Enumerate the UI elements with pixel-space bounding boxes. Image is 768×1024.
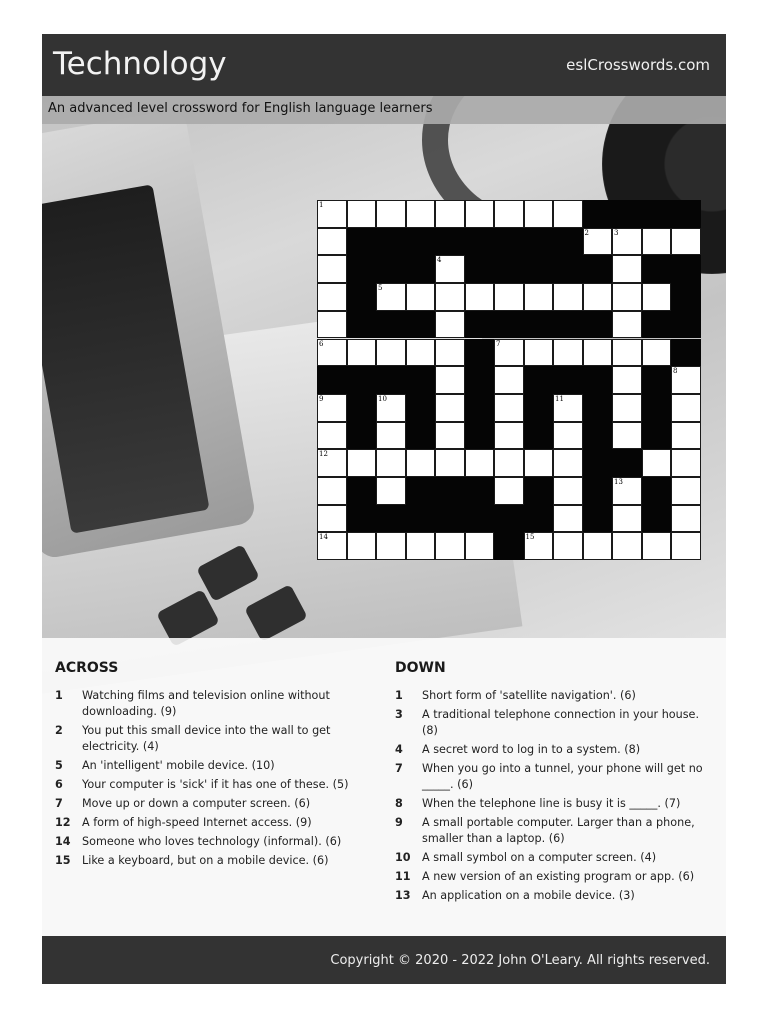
clue-item-number: 7 [395,762,403,775]
grid-cell[interactable] [612,255,642,283]
grid-cell[interactable] [524,532,554,560]
grid-block [642,477,672,505]
clue-item-number: 8 [395,797,403,810]
grid-cell[interactable] [376,532,406,560]
clue-item-text: Watching films and television online without downloading. (9) [82,689,330,718]
clue-number: 4 [437,256,442,265]
clue-item-number: 13 [395,889,411,902]
grid-cell[interactable] [494,200,524,228]
clue-item [395,850,713,866]
grid-cell[interactable] [406,200,436,228]
grid-block [376,366,406,394]
grid-cell[interactable] [671,532,701,560]
grid-cell[interactable] [671,477,701,505]
grid-cell[interactable] [524,449,554,477]
clue-item-text: Short form of 'satellite navigation'. (6) [422,689,636,702]
grid-cell[interactable] [376,339,406,367]
grid-cell[interactable] [671,228,701,256]
page-subtitle: An advanced level crossword for English language learners [48,101,433,116]
grid-cell[interactable] [465,283,495,311]
grid-cell[interactable] [347,449,377,477]
grid-block [553,311,583,339]
grid-block [465,505,495,533]
clue-item-number: 6 [55,778,63,791]
grid-cell[interactable] [376,477,406,505]
grid-cell[interactable] [347,200,377,228]
grid-block [671,283,701,311]
grid-block [347,394,377,422]
clues-panel [42,638,726,936]
grid-cell[interactable] [376,394,406,422]
clue-item [395,761,713,793]
grid-block [612,200,642,228]
clue-item-text: Like a keyboard, but on a mobile device. (6) [82,854,329,867]
grid-block [465,477,495,505]
grid-cell[interactable] [524,200,554,228]
grid-cell[interactable] [406,449,436,477]
grid-block [583,311,613,339]
grid-block [406,477,436,505]
clue-number: 13 [614,478,623,486]
down-clue-list [395,688,713,904]
clue-item-number: 4 [395,743,403,756]
grid-block [347,311,377,339]
grid-block [465,228,495,256]
clue-item-text: Move up or down a computer screen. (6) [82,797,311,810]
clue-item [55,758,355,774]
grid-block [376,311,406,339]
footer-bar [42,936,726,984]
grid-block [406,311,436,339]
grid-cell[interactable] [347,339,377,367]
clue-number: 9 [319,394,324,403]
grid-block [583,394,613,422]
down-heading: DOWN [395,660,446,676]
page-title: Technology [53,46,227,82]
grid-cell[interactable] [612,477,642,505]
grid-block [583,200,613,228]
grid-block [435,505,465,533]
grid-cell[interactable] [465,200,495,228]
clue-item [55,834,355,850]
grid-block [347,255,377,283]
grid-block [612,449,642,477]
grid-block [642,422,672,450]
grid-block [376,505,406,533]
grid-cell[interactable] [553,532,583,560]
grid-cell[interactable] [612,394,642,422]
grid-cell[interactable] [376,449,406,477]
clue-item-text: A new version of an existing program or app. (6) [422,870,695,883]
grid-cell[interactable] [553,449,583,477]
grid-cell[interactable] [347,532,377,560]
grid-cell[interactable] [317,449,347,477]
grid-cell[interactable] [435,449,465,477]
grid-block [435,228,465,256]
grid-block [524,255,554,283]
grid-cell[interactable] [435,311,465,339]
grid-block [524,422,554,450]
grid-block [347,283,377,311]
grid-block [524,366,554,394]
clue-item-text: When you go into a tunnel, your phone will get no _____. (6) [422,762,703,791]
grid-block [406,228,436,256]
grid-cell[interactable] [612,505,642,533]
clue-item-text: An 'intelligent' mobile device. (10) [82,759,275,772]
grid-cell[interactable] [612,339,642,367]
grid-block [642,505,672,533]
title-bar [42,34,726,96]
grid-block [435,477,465,505]
grid-cell[interactable] [435,255,465,283]
grid-cell[interactable] [376,200,406,228]
grid-cell[interactable] [524,283,554,311]
clue-item-text: Someone who loves technology (informal). (6) [82,835,342,848]
clue-item [395,815,713,847]
grid-cell[interactable] [317,422,347,450]
grid-block [671,339,701,367]
grid-cell[interactable] [524,339,554,367]
grid-cell[interactable] [406,339,436,367]
grid-cell[interactable] [317,228,347,256]
grid-cell[interactable] [465,532,495,560]
grid-cell[interactable] [494,477,524,505]
grid-block [524,394,554,422]
clue-item [395,888,713,904]
grid-block [642,311,672,339]
grid-cell[interactable] [435,422,465,450]
grid-cell[interactable] [612,228,642,256]
grid-cell[interactable] [376,422,406,450]
grid-cell[interactable] [612,283,642,311]
grid-cell[interactable] [317,311,347,339]
grid-block [671,200,701,228]
grid-cell[interactable] [583,228,613,256]
grid-block [317,366,347,394]
grid-cell[interactable] [317,283,347,311]
grid-block [494,532,524,560]
grid-cell[interactable] [671,366,701,394]
grid-cell[interactable] [494,339,524,367]
grid-block [671,311,701,339]
grid-block [347,505,377,533]
clue-item-number: 3 [395,708,403,721]
grid-block [583,505,613,533]
grid-cell[interactable] [553,422,583,450]
grid-block [376,228,406,256]
clue-item-number: 7 [55,797,63,810]
grid-block [583,477,613,505]
grid-cell[interactable] [435,532,465,560]
grid-block [494,255,524,283]
grid-cell[interactable] [612,532,642,560]
clue-item-text: A secret word to log in to a system. (8) [422,743,641,756]
clue-item-number: 14 [55,835,71,848]
grid-cell[interactable] [553,394,583,422]
grid-cell[interactable] [553,477,583,505]
grid-block [406,422,436,450]
grid-cell[interactable] [642,532,672,560]
grid-block [583,366,613,394]
grid-block [347,422,377,450]
clue-number: 3 [614,228,619,237]
clue-item [395,796,713,812]
grid-block [494,311,524,339]
clue-item-number: 1 [395,689,403,702]
grid-cell[interactable] [553,505,583,533]
clue-item [55,796,355,812]
grid-cell[interactable] [317,255,347,283]
grid-block [347,477,377,505]
grid-cell[interactable] [406,283,436,311]
grid-cell[interactable] [612,366,642,394]
grid-block [465,339,495,367]
clue-item [395,742,713,758]
clue-item [55,777,355,793]
grid-cell[interactable] [642,339,672,367]
subtitle-bar [42,96,726,124]
across-column [55,660,355,872]
clue-item-text: A traditional telephone connection in your house. (8) [422,708,699,737]
grid-block [465,394,495,422]
clue-item [395,688,713,704]
grid-cell[interactable] [406,532,436,560]
grid-cell[interactable] [494,394,524,422]
grid-block [553,228,583,256]
grid-block [494,228,524,256]
grid-cell[interactable] [553,200,583,228]
grid-cell[interactable] [435,200,465,228]
grid-cell[interactable] [642,449,672,477]
clue-number: 14 [319,533,328,542]
grid-block [583,422,613,450]
clue-item-text: When the telephone line is busy it is _____. (7) [422,797,681,810]
grid-cell[interactable] [317,339,347,367]
copyright-text: Copyright © 2020 - 2022 John O'Leary. All rights reserved. [330,953,710,968]
grid-cell[interactable] [671,394,701,422]
grid-cell[interactable] [642,283,672,311]
grid-cell[interactable] [671,505,701,533]
grid-block [376,255,406,283]
clue-item [395,707,713,739]
grid-cell[interactable] [317,200,347,228]
clue-item-text: Your computer is 'sick' if it has one of these. (5) [82,778,349,791]
grid-cell[interactable] [494,449,524,477]
down-column [395,660,713,907]
grid-cell[interactable] [317,505,347,533]
clue-item-text: An application on a mobile device. (3) [422,889,635,902]
clue-number: 1 [319,201,324,209]
clue-item-number: 12 [55,816,71,829]
clue-item [55,688,355,720]
grid-cell[interactable] [317,532,347,560]
grid-block [465,311,495,339]
grid-cell[interactable] [583,339,613,367]
clue-item-number: 11 [395,870,411,883]
clue-item-number: 2 [55,724,63,737]
grid-cell[interactable] [671,422,701,450]
grid-cell[interactable] [465,449,495,477]
grid-block [642,366,672,394]
grid-block [671,255,701,283]
clue-number: 2 [584,228,589,237]
grid-cell[interactable] [435,366,465,394]
clue-item-number: 1 [55,689,63,702]
clue-item-number: 5 [55,759,63,772]
clue-item-number: 9 [395,816,403,829]
across-clue-list [55,688,355,869]
clue-item-number: 15 [55,854,71,867]
grid-block [465,366,495,394]
grid-cell[interactable] [435,394,465,422]
grid-block [583,255,613,283]
clue-item-text: A small symbol on a computer screen. (4) [422,851,657,864]
grid-cell[interactable] [317,477,347,505]
clue-number: 11 [555,394,564,403]
grid-block [553,366,583,394]
worksheet-page [42,34,726,984]
grid-block [642,255,672,283]
clue-item [55,815,355,831]
site-name: eslCrosswords.com [566,56,710,74]
clue-item-text: A form of high-speed Internet access. (9) [82,816,312,829]
grid-block [406,394,436,422]
grid-cell[interactable] [642,228,672,256]
grid-block [406,505,436,533]
grid-block [347,228,377,256]
clue-number: 10 [378,394,387,403]
grid-cell[interactable] [671,449,701,477]
grid-cell[interactable] [494,422,524,450]
grid-block [524,505,554,533]
across-heading: ACROSS [55,660,119,676]
grid-cell[interactable] [494,283,524,311]
crossword-grid [317,200,701,560]
grid-block [524,311,554,339]
grid-block [406,366,436,394]
clue-number: 6 [319,339,324,348]
grid-cell[interactable] [583,283,613,311]
grid-cell[interactable] [435,339,465,367]
clue-item-text: You put this small device into the wall to get electricity. (4) [82,724,331,753]
grid-cell[interactable] [553,339,583,367]
grid-block [465,255,495,283]
grid-cell[interactable] [612,311,642,339]
grid-block [524,477,554,505]
grid-cell[interactable] [435,283,465,311]
clue-item-text: A small portable computer. Larger than a phone, smaller than a laptop. (6) [422,816,695,845]
clue-number: 5 [378,284,383,293]
grid-block [553,255,583,283]
clue-number: 8 [673,367,678,376]
grid-cell[interactable] [612,422,642,450]
clue-item [55,723,355,755]
clue-number: 12 [319,450,328,459]
grid-block [583,449,613,477]
clue-item [395,869,713,885]
clue-item [55,853,355,869]
clue-number: 15 [525,533,535,542]
clue-item-number: 10 [395,851,411,864]
grid-cell[interactable] [494,366,524,394]
grid-cell[interactable] [317,394,347,422]
grid-block [642,200,672,228]
grid-cell[interactable] [553,283,583,311]
clue-number: 7 [496,339,501,348]
grid-block [406,255,436,283]
grid-block [642,394,672,422]
grid-block [524,228,554,256]
grid-block [465,422,495,450]
grid-block [494,505,524,533]
grid-cell[interactable] [376,283,406,311]
grid-block [347,366,377,394]
grid-cell[interactable] [583,532,613,560]
